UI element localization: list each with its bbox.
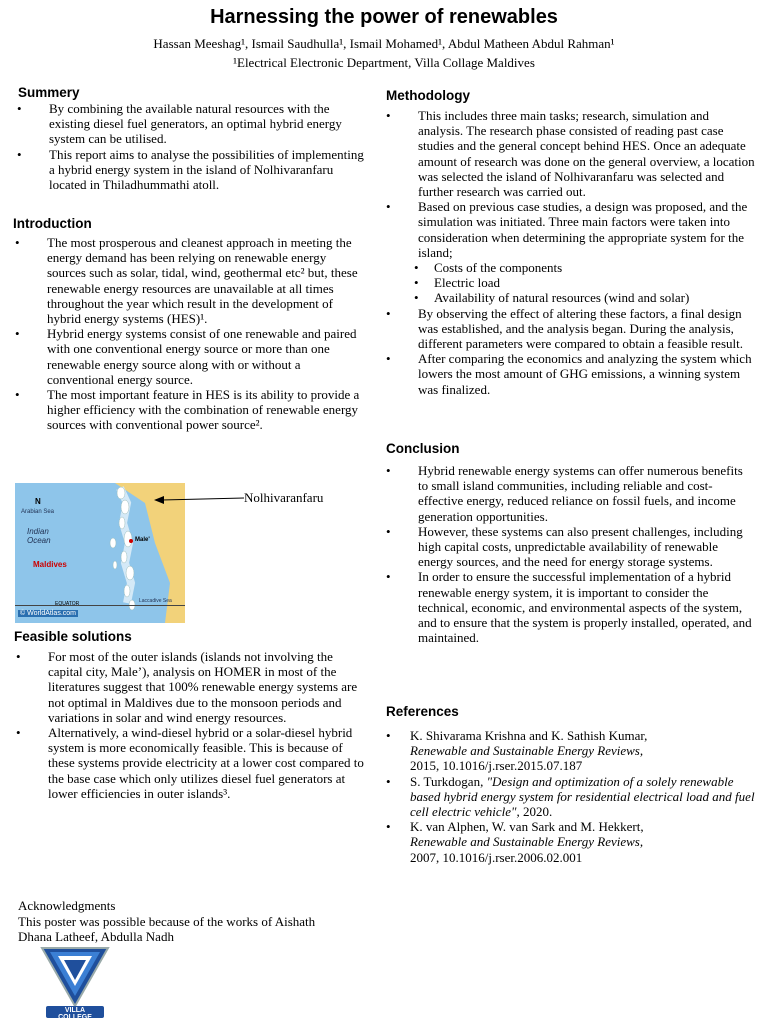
list-item: • For most of the outer islands (islands not involving the capital city, Male’), analysis on HOMER in most of the literatures suggest that 100% renewable energy systems are not optimal in Maldives due to the monsoon periods and variations in solar and wind energy resources. (14, 649, 366, 725)
country-label: Maldives (33, 560, 67, 569)
introduction-list (13, 235, 365, 433)
list-item: • By observing the effect of altering these factors, a final design was established, and the analysis began. During the analysis, different parameters were compared to obtain a feasible result. (384, 306, 756, 352)
reference-details: 2020. (523, 804, 553, 820)
list-item: • Alternatively, a wind-diesel hybrid or a solar-diesel hybrid system is more economically feasible. This is because of these systems provide electricity at a lower cost compared to the base case which only utilizes diesel fuel generators at lower efficiencies in outer islands³. (14, 725, 366, 801)
affiliation: ¹Electrical Electronic Department, Villa Collage Maldives (233, 55, 535, 70)
reference-source: Renewable and Sustainable Energy Reviews, (410, 834, 644, 850)
list-item: • Electric load (384, 275, 756, 290)
capital-label: Male' (135, 537, 150, 543)
references-block (384, 728, 756, 865)
reference-authors: K. Shivarama Krishna and K. Sathish Kumar, (410, 728, 648, 743)
capital-marker (129, 539, 133, 543)
south-sea-label: Laccadive Sea (139, 598, 172, 604)
poster-title: Harnessing the power of renewables (210, 6, 558, 28)
compass-label: N (35, 497, 41, 506)
reference-item (384, 774, 756, 820)
equator-label: EQUATOR (55, 601, 80, 607)
feasible-list (14, 649, 366, 801)
methodology-heading: Methodology (386, 88, 470, 103)
sea-label: Arabian Sea (21, 509, 55, 515)
acknowledgments-text: This poster was possible because of the works of Aishath Dhana Latheef, Abdulla Nadh (18, 913, 316, 944)
methodology-sub-list (384, 260, 756, 306)
college-logo (36, 940, 114, 1020)
list-item: • After comparing the economics and analyzing the system which lowers the most amount of GHG emissions, a winning system was finalized. (384, 351, 756, 397)
reference-source: Renewable and Sustainable Energy Reviews, (410, 743, 644, 759)
list-item: • Availability of natural resources (wind and solar) (384, 290, 756, 305)
list-item: • The most prosperous and cleanest approach in meeting the energy demand has been relying on renewable energy sources such as solar, tidal, wind, geothermal etc² but, these renewable energy resources are unavailable at all times throughout the year which result in the development of hybrid energy systems (HES)¹. (13, 235, 365, 326)
references-heading: References (386, 704, 459, 719)
conclusion-list (384, 463, 756, 645)
ocean-label: Indian Ocean (27, 527, 51, 545)
list-item: • By combining the available natural resources with the existing diesel fuel generators, an optimal hybrid energy system can be utilised. (15, 101, 365, 147)
methodology-block (384, 108, 756, 397)
reference-details: 2015, 10.1016/j.rser.2015.07.187 (410, 758, 583, 774)
methodology-list-continued (384, 306, 756, 397)
map-credit: © WorldAtlas.com (20, 610, 76, 617)
reference-authors: S. Turkdogan, (410, 773, 484, 789)
reference-item (384, 728, 756, 774)
reference-item (384, 819, 756, 865)
list-item: • This includes three main tasks; research, simulation and analysis. The research phase consisted of reading past case studies and the general concept behind HES. Once an adequate amount of research was done on the general overview, a location was selected the island of Nolhivaranfaru was selected and further research was carried out. (384, 108, 756, 199)
references-list (384, 728, 756, 865)
list-item: • This report aims to analyse the possibilities of implementing a hybrid energy system in the island of Nolhivaranfaru located in Thiladhummathi atoll. (15, 147, 365, 193)
list-item: • The most important feature in HES is its ability to provide a higher efficiency with the combination of renewable energy sources with conventional power source². (13, 387, 365, 433)
feasible-heading: Feasible solutions (14, 629, 132, 644)
list-item: • Costs of the components (384, 260, 756, 275)
conclusion-heading: Conclusion (386, 441, 460, 456)
list-item: • However, these systems can also present challenges, including high capital costs, unpredictable availability of renewable energy sources, and the need for energy storage systems. (384, 524, 756, 570)
logo-text: VILLA COLLEGE (58, 1007, 92, 1021)
author-list: Hassan Meeshag¹, Ismail Saudhulla¹, Ismail Mohamed¹, Abdul Matheen Abdul Rahman¹ (153, 36, 615, 51)
acknowledgments-heading: Acknowledgments (18, 898, 116, 913)
summery-list (15, 101, 365, 192)
reference-source: "Design and optimization of a solely renewable based hybrid energy system for residential electrical load and fuel cell electric vehicle", (410, 773, 755, 820)
introduction-heading: Introduction (13, 216, 92, 231)
list-item: • Based on previous case studies, a design was proposed, and the simulation was initiated. Three main factors were taken into consideration when determining the appropriate system for the island; (384, 199, 756, 260)
list-item: • Hybrid energy systems consist of one renewable and paired with one conventional energy source or more than one renewable energy source along with or without a conventional energy source. (13, 326, 365, 387)
list-item: • Hybrid renewable energy systems can offer numerous benefits to small island communities, including reliable and cost-effective energy, reduced reliance on fossil fuels, and income generation opportunities. (384, 463, 756, 524)
methodology-list (384, 108, 756, 260)
list-item: • In order to ensure the successful implementation of a hybrid renewable energy system, it is important to consider the technical, economic, and environmental aspects of the system, and to ensure that the system is properly installed, operated, and maintained. (384, 569, 756, 645)
summery-heading: Summery (18, 85, 80, 100)
reference-authors: K. van Alphen, W. van Sark and M. Hekkert, (410, 819, 644, 835)
reference-details: 2007, 10.1016/j.rser.2006.02.001 (410, 849, 583, 865)
acknowledgments (18, 898, 318, 945)
callout-arrow (150, 490, 245, 510)
map-callout-label: Nolhivaranfaru (244, 490, 324, 505)
